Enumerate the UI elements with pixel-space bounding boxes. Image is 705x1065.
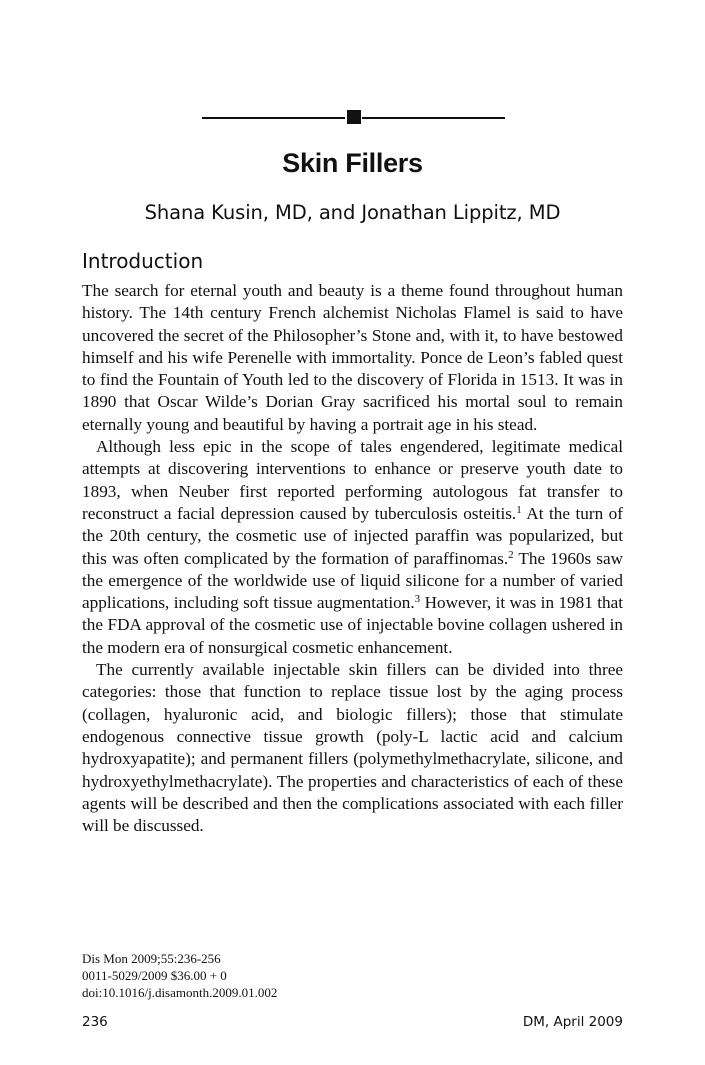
doi-link[interactable]: doi:10.1016/j.disamonth.2009.01.002 <box>82 985 278 1000</box>
journal-date: DM, April 2009 <box>522 1014 623 1030</box>
journal-citation: Dis Mon 2009;55:236-256 <box>82 951 221 966</box>
article-authors: Shana Kusin, MD, and Jonathan Lippitz, MD <box>144 201 561 224</box>
paragraph-text: The 1960s saw the emergence of the worldwide use of liquid silicone for a number of varied applications, including soft tissue augmentation. <box>82 548 623 613</box>
paragraph-text: Although less epic in the scope of tales engendered, legitimate medical attempts at discovering interventions to enhance or preserve youth date to 1893, when Neuber first reported performing autologous fat transfer to reconstruct a facial depression caused by tuberculosis osteitis. <box>82 437 623 523</box>
paragraph-1 <box>82 280 623 436</box>
ornament-left-rule <box>202 117 345 119</box>
reference-link[interactable]: 1 <box>516 503 522 516</box>
issn-price: 0011-5029/2009 $36.00 + 0 <box>82 968 227 983</box>
citation-footnote <box>82 950 277 1001</box>
ornament-right-rule <box>362 117 505 119</box>
page-number: 236 <box>82 1014 108 1030</box>
paragraph-text: However, it was in 1981 that the FDA approval of the cosmetic use of injectable bovine collagen ushered in the modern era of nonsurgical cosmetic enhancement. <box>82 593 623 657</box>
section-heading: Introduction <box>82 249 204 273</box>
reference-link[interactable]: 2 <box>508 548 514 561</box>
article-body <box>82 280 623 837</box>
paragraph-text: The search for eternal youth and beauty is a theme found throughout human history. The 14th century French alchemist Nicholas Flamel is said to have uncovered the secret of the Philosopher’s Stone and, with it, to have bestowed himself and his wife Perenelle with immortality. Ponce de Leon’s fabled quest to find the Fountain of Youth led to the discovery of Florida in 1513. It was in 1890 that Oscar Wilde’s Dorian Gray sacrificed his mortal soul to remain eternally young and beautiful by having a portrait age in his stead. <box>82 281 623 434</box>
paragraph-3 <box>82 659 623 837</box>
reference-link[interactable]: 3 <box>414 593 421 606</box>
page-footer <box>82 1014 623 1030</box>
ornament-square <box>347 110 361 124</box>
paragraph-2 <box>82 436 623 659</box>
article-title: Skin Fillers <box>282 148 423 178</box>
title-ornament <box>202 110 505 124</box>
paragraph-text: The currently available injectable skin fillers can be divided into three categories: those that function to replace tissue lost by the aging process (collagen, hyaluronic acid, and biologic fillers); those that stimulate endogenous connective tissue growth (poly-L lactic acid and calcium hydroxyapatite); and permanent fillers (polymethylmethacrylate, silicone, and hydroxyethylmethacrylate). The properties and characteristics of each of these agents will be described and then the complications associated with each filler will be discussed. <box>82 660 623 836</box>
paragraph-text: At the turn of the 20th century, the cosmetic use of injected paraffin was popularized, but this was often complicated by the formation of paraffinomas. <box>82 503 623 568</box>
